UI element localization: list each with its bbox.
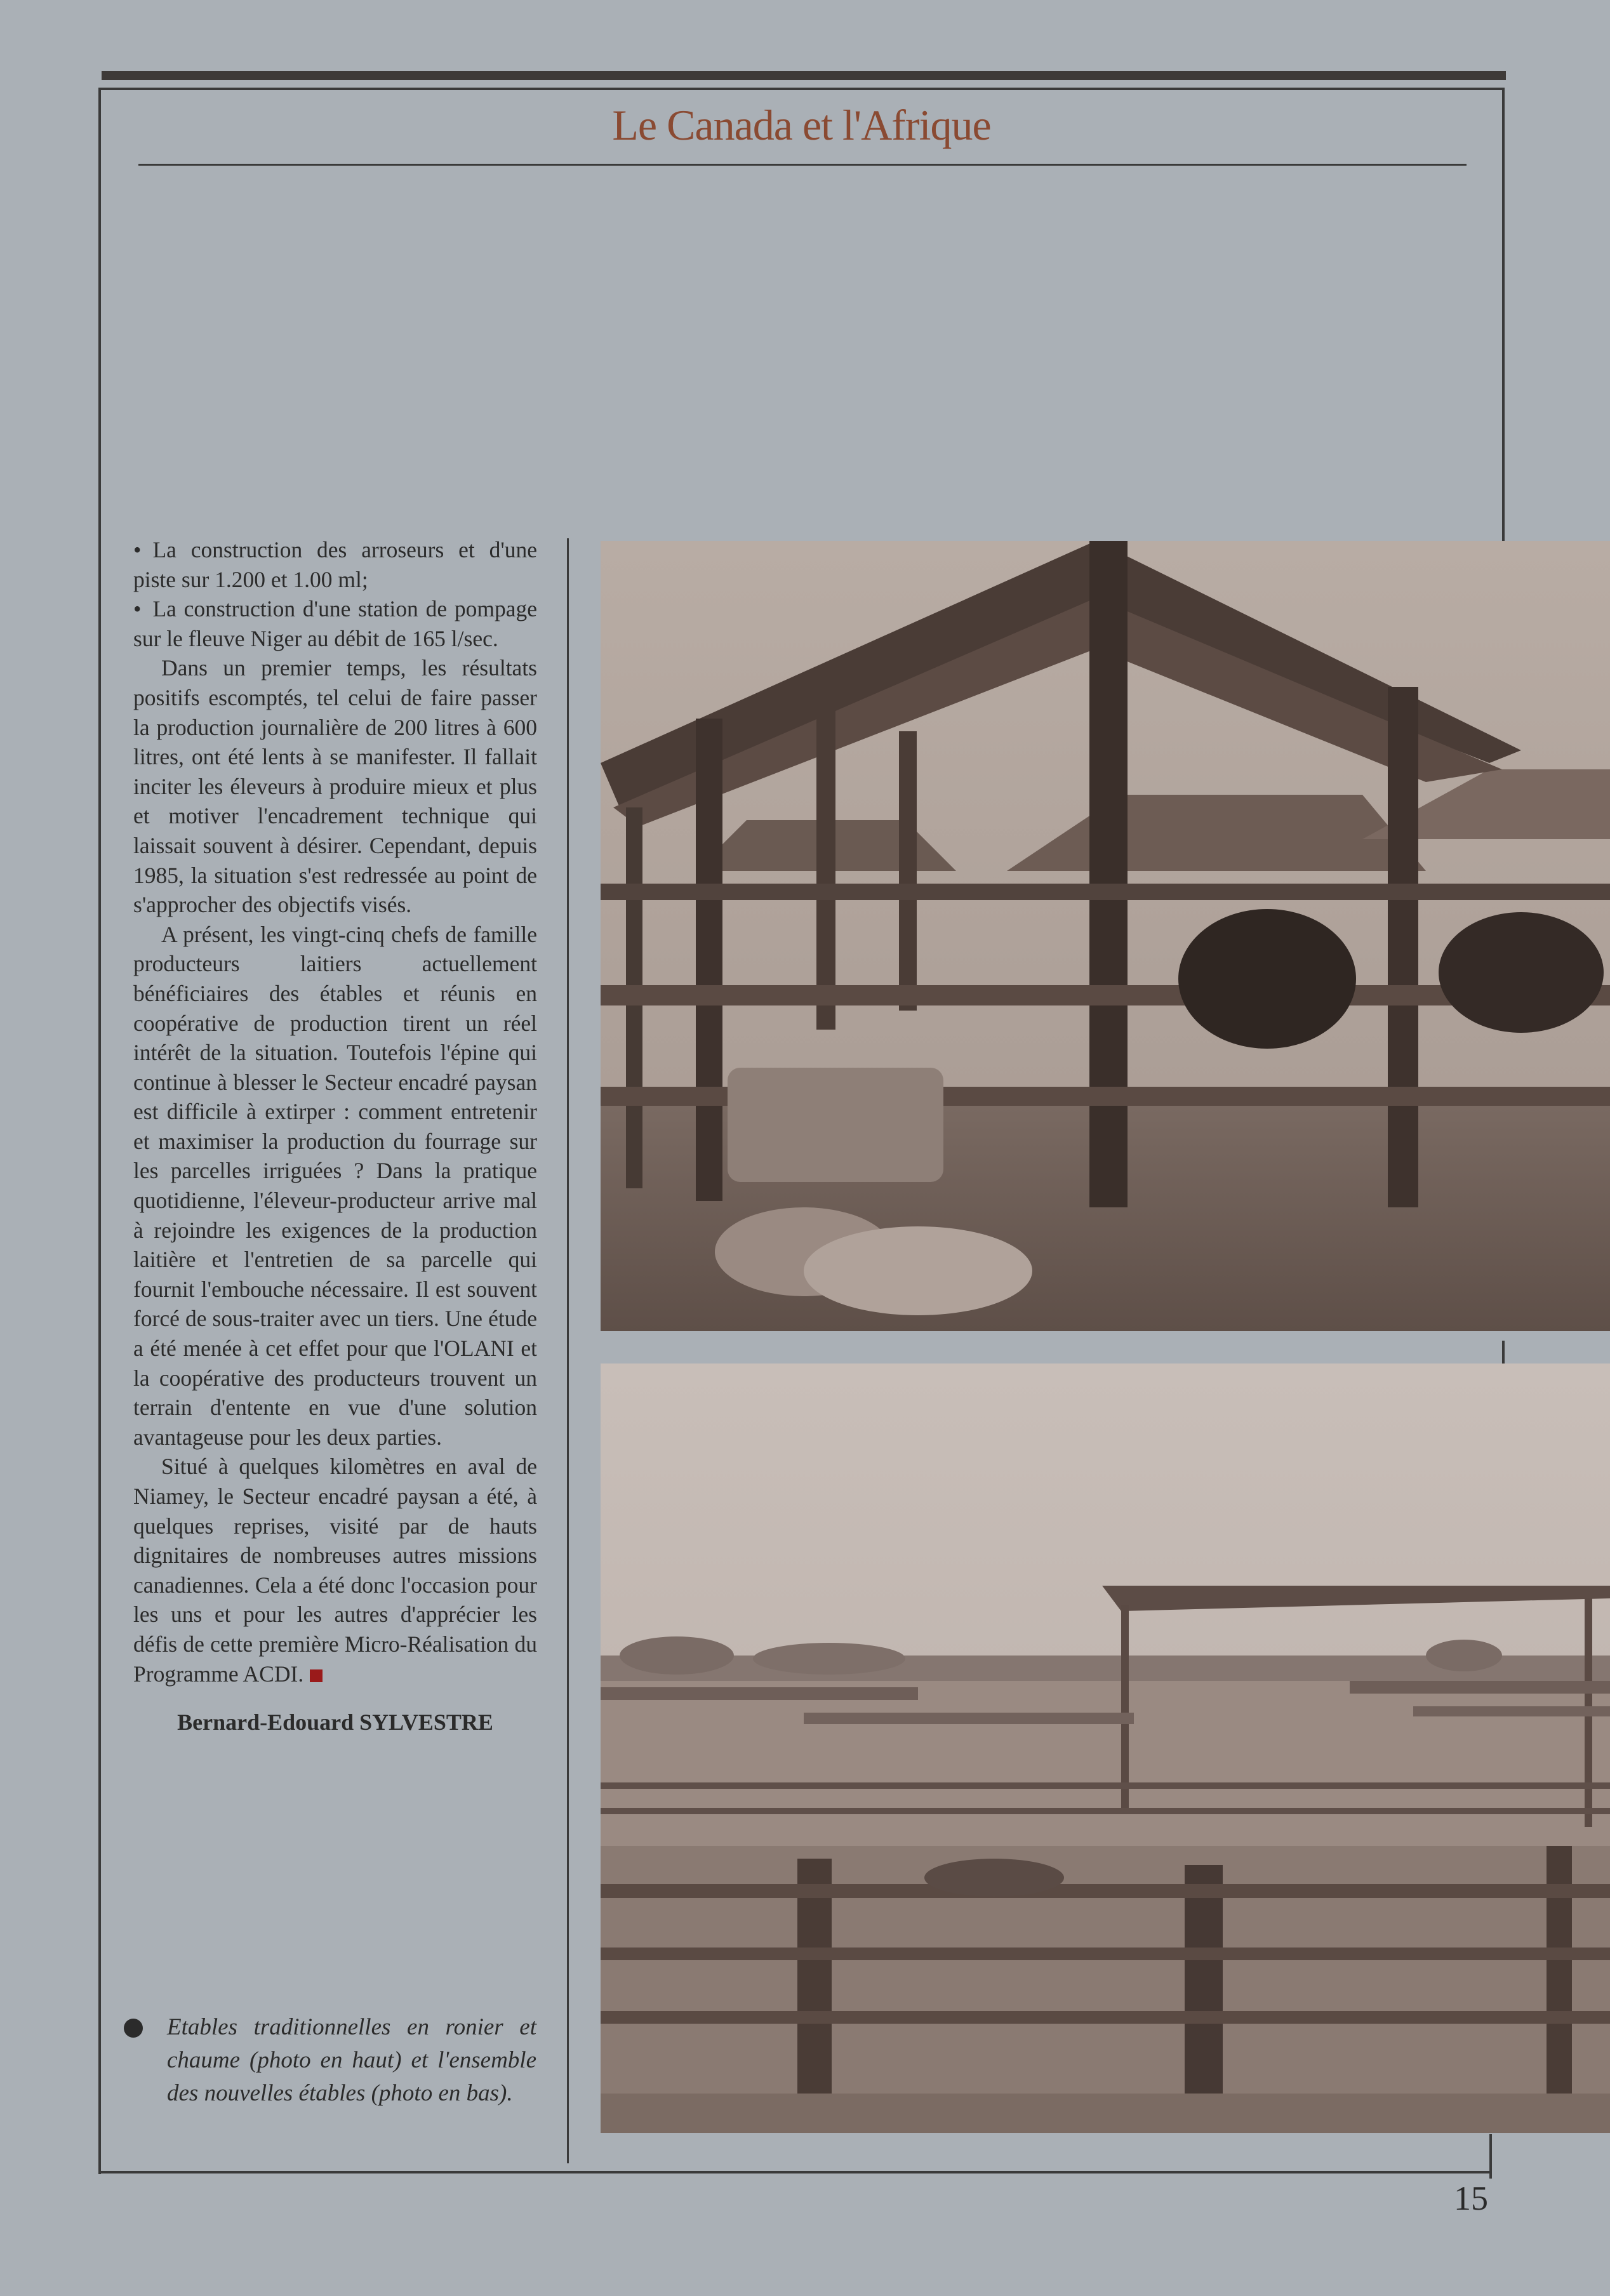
photo-caption: [124, 2011, 536, 2110]
article-body: [133, 535, 537, 1737]
frame-right-segment: [1502, 1341, 1505, 1366]
top-rule: [102, 71, 1506, 80]
article-paragraph-text: Situé à quelques kilomètres en aval de Niamey, le Secteur encadré paysan a été, à quelques reprises, visité par de hauts dignitaires de nombreuses autres missions canadiennes. Cela a été donc l'occasion pour les uns et pour les autres d'apprécier les défis de cette première Micro-Réalisation du Programme ACDI.: [133, 1454, 537, 1687]
bullet-paragraph: • La construction des arroseurs et d'une piste sur 1.200 et 1.00 ml;: [133, 535, 537, 594]
bullet-dot-icon: [124, 2019, 143, 2038]
caption-text: Etables traditionnelles en ronier et chaume (photo en haut) et l'ensemble des nouvelles étables (photo en bas).: [167, 2014, 536, 2106]
section-title: Le Canada et l'Afrique: [612, 101, 991, 149]
frame-bottom-rule: [98, 2171, 1492, 2173]
article-paragraph: [133, 1452, 537, 1689]
column-divider: [567, 538, 569, 2163]
photo-traditional-stables: [601, 541, 1610, 1331]
article-paragraph: Dans un premier temps, les résultats positifs escomptés, tel celui de faire passer la production journalière de 200 litres à 600 litres, ont été lents à se manifester. Il fallait inciter les éleveurs à produire mieux et plus et motiver l'encadrement technique qui laissait souvent à désirer. Cependant, depuis 1985, la situation s'est redressée au point de s'approcher des objectifs visés.: [133, 655, 537, 918]
title-rule: [138, 164, 1467, 166]
photo-new-stables: [601, 1364, 1610, 2133]
end-of-article-mark: [310, 1669, 323, 1682]
article-paragraph: A présent, les vingt-cinq chefs de famille producteurs laitiers actuellement bénéficiaires des étables et réunis en coopérative de production tirent un réel intérêt de la situation. Toutefois l'épine qui continue à blesser le Secteur encadré paysan est difficile à extirper : comment entretenir et maximiser la production du fourrage sur les parcelles irriguées ? Dans la pratique quotidienne, l'éleveur-producteur arrive mal à rejoindre les exigences de la production laitière et l'entretien de sa parcelle qui fournit l'embouche nécessaire. Il est souvent forcé de sous-traiter avec un tiers. Une étude a été menée à cet effet pour que l'OLANI et la coopérative des producteurs trouvent un terrain d'entente en vue d'une solution avantageuse pour les deux parties.: [133, 921, 537, 1450]
traditional-stables-image: [601, 541, 1610, 1331]
new-stables-image: [601, 1364, 1610, 2133]
page-number: 15: [1454, 2179, 1488, 2217]
frame-right-segment: [1502, 88, 1505, 545]
bullet-paragraph: • La construction d'une station de pompage sur le fleuve Niger au débit de 165 l/sec.: [133, 594, 537, 653]
author-signature: Bernard-Edouard SYLVESTRE: [177, 1709, 493, 1735]
